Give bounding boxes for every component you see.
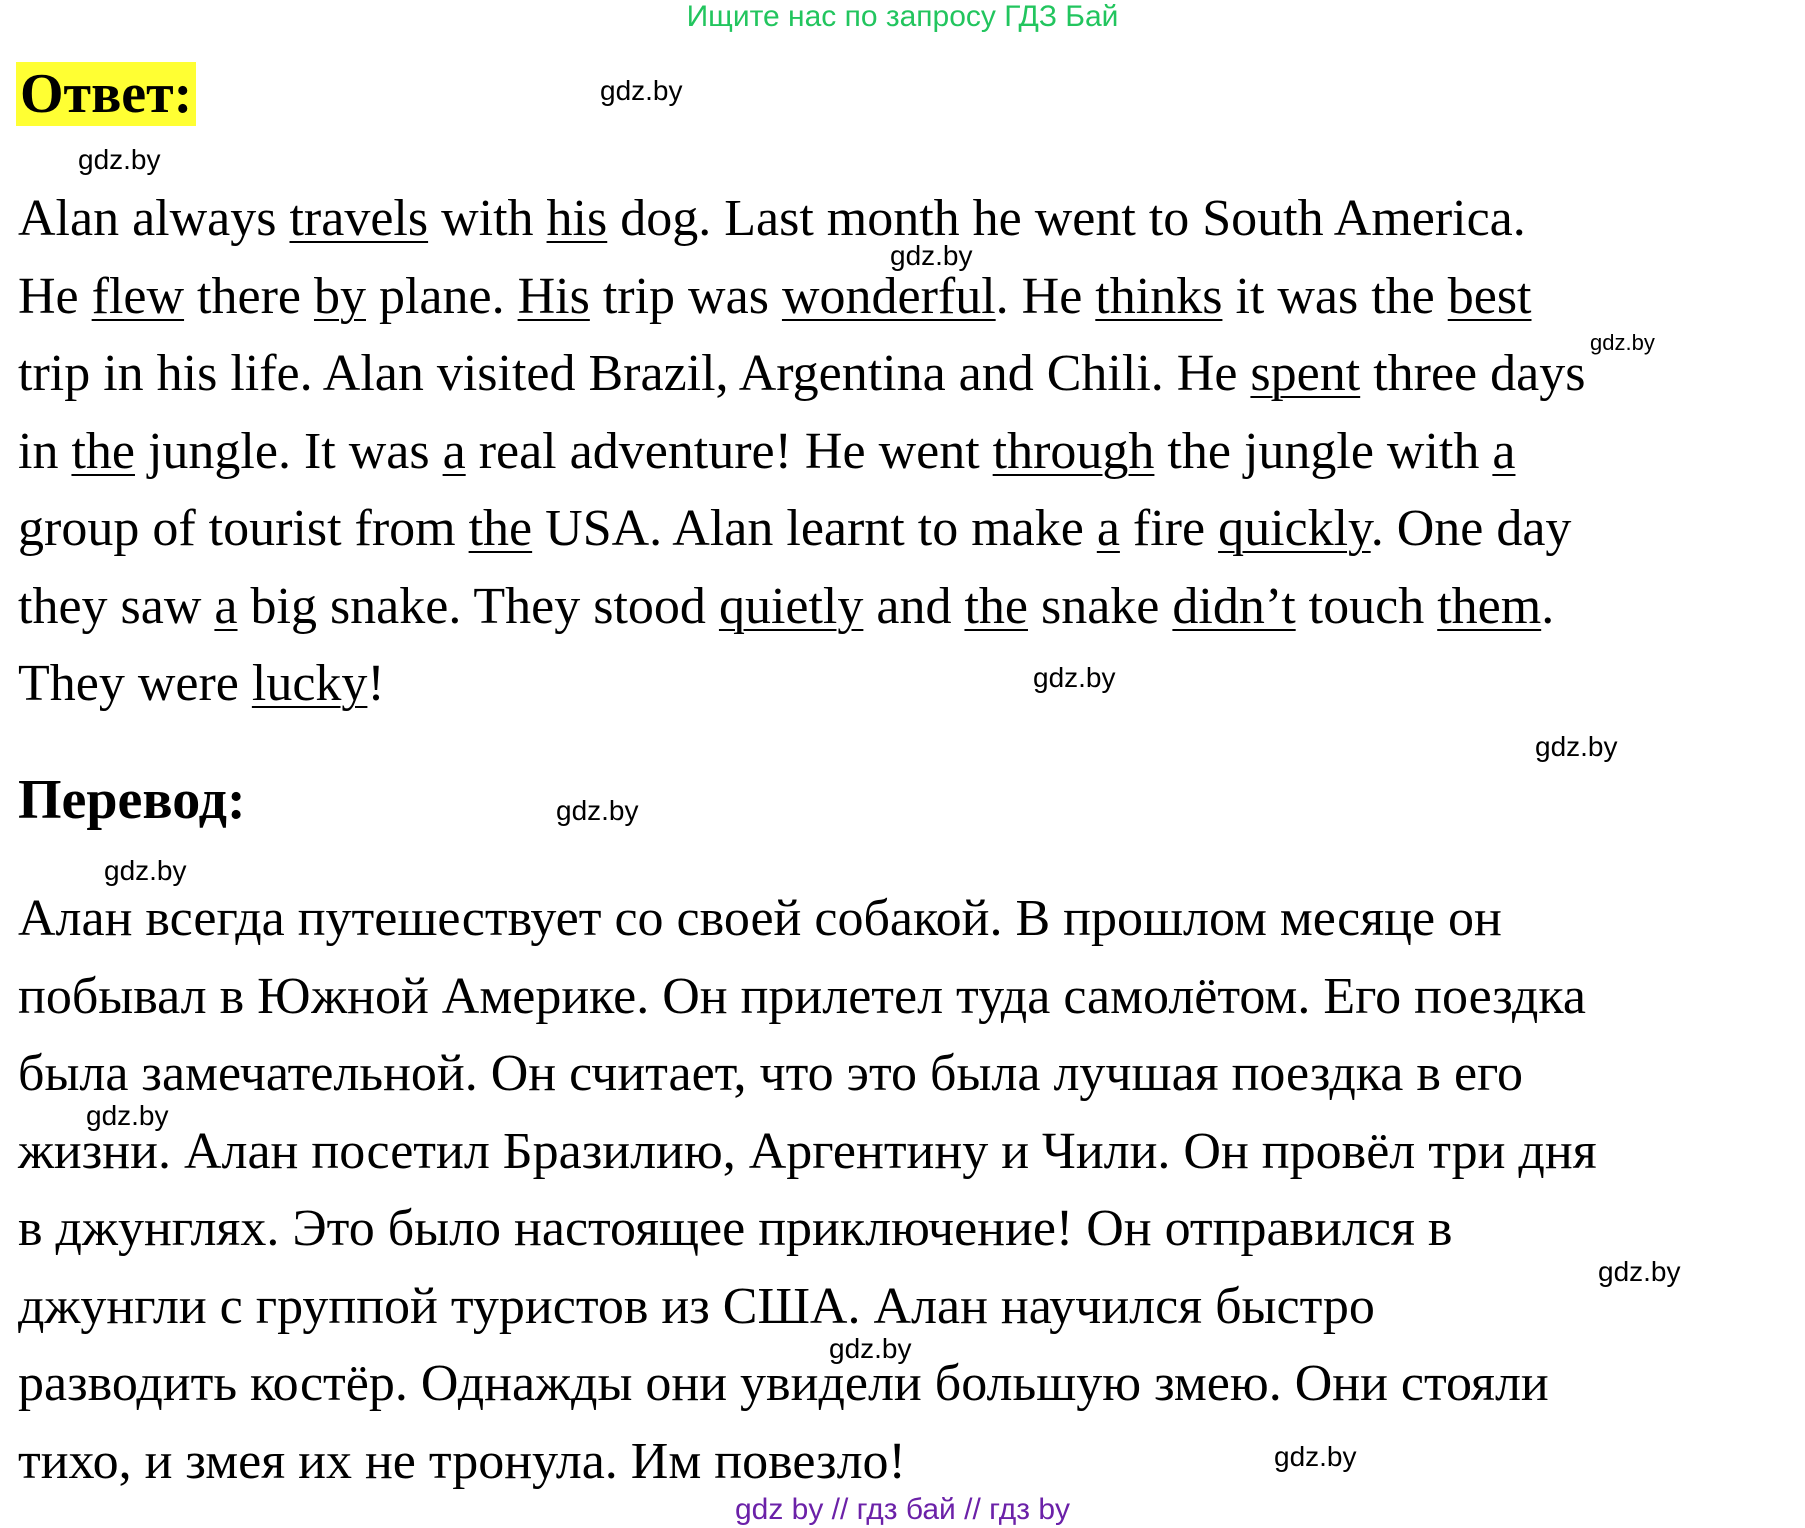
translation-line: Алан всегда путешествует со своей собакой. В прошлом месяце он (18, 890, 1502, 947)
answer-filled-word: quietly (718, 577, 864, 635)
answer-heading: Ответ: (16, 62, 196, 126)
watermark: gdz.by (78, 144, 161, 175)
answer-filled-word: best (1447, 267, 1532, 325)
answer-text: jungle. It was (134, 422, 443, 480)
answer-text: trip was (589, 267, 782, 325)
answer-line (18, 413, 1798, 491)
answer-text: it was the (1222, 267, 1448, 325)
answer-filled-word: quickly (1218, 500, 1371, 557)
answer-text: He (18, 267, 92, 325)
watermark: gdz.by (1033, 662, 1116, 693)
translation-line: в джунглях. Это было настоящее приключение! Он отправился в (18, 1200, 1453, 1257)
answer-text: and (863, 577, 965, 635)
watermark: gdz.by (86, 1100, 169, 1131)
answer-filled-word: through (992, 422, 1155, 480)
answer-line (18, 335, 1798, 413)
answer-text: . (1541, 577, 1555, 635)
translation-line: жизни. Алан посетил Бразилию, Аргентину и Чили. Он провёл три дня (18, 1122, 1597, 1180)
answer-text: dog. Last month he went to South America. (607, 190, 1526, 247)
translation-line: тихо, и змея их не тронула. Им повезло! (18, 1432, 906, 1490)
translation-heading: Перевод: (18, 769, 246, 831)
watermark: gdz.by (104, 855, 187, 886)
answer-text: with (428, 190, 547, 247)
answer-line (18, 568, 1798, 646)
answer-filled-word: by (313, 267, 366, 325)
answer-text: Alan always (18, 190, 290, 247)
answer-text: ! (367, 655, 385, 712)
answer-text: . One day (1370, 500, 1572, 557)
answer-filled-word: travels (289, 190, 429, 247)
answer-text: in (18, 422, 72, 480)
answer-text: big snake. They stood (237, 577, 719, 635)
answer-text: they saw (18, 577, 215, 635)
answer-filled-word: the (71, 422, 135, 480)
answer-line (18, 645, 1798, 723)
answer-filled-word: thinks (1095, 267, 1223, 325)
answer-text: snake (1027, 577, 1173, 635)
watermark: gdz.by (1590, 330, 1655, 355)
answer-text: there (184, 267, 314, 325)
answer-filled-word: wonderful (781, 267, 996, 325)
answer-filled-word: his (546, 190, 608, 247)
answer-text: touch (1295, 577, 1438, 635)
answer-text: plane. (365, 267, 518, 325)
translation-line: джунгли с группой туристов из США. Алан научился быстро (18, 1277, 1375, 1335)
watermark: gdz.by (829, 1333, 912, 1364)
watermark: gdz.by (1598, 1256, 1681, 1287)
answer-filled-word: a (1096, 500, 1120, 557)
answer-filled-word: them (1437, 577, 1542, 635)
answer-text: real adventure! He went (465, 422, 993, 480)
watermark: gdz.by (1535, 731, 1618, 762)
translation-line: была замечательной. Он считает, что это была лучшая поездка в его (18, 1045, 1524, 1102)
answer-text: the jungle with (1154, 422, 1493, 480)
answer-text: trip in his life. Alan visited Brazil, Argentina and Chili. He (18, 345, 1251, 402)
translation-line: побывал в Южной Америке. Он прилетел туда самолётом. Его поездка (18, 967, 1586, 1025)
answer-filled-word: didn’t (1172, 577, 1296, 635)
answer-filled-word: spent (1250, 345, 1361, 402)
answer-line (18, 490, 1798, 568)
watermark: gdz.by (1274, 1441, 1357, 1472)
answer-text: USA. Alan learnt to make (532, 500, 1097, 557)
watermark: gdz.by (600, 75, 683, 106)
answer-filled-word: lucky (251, 655, 368, 712)
answer-text: They were (18, 655, 252, 712)
translation-line: разводить костёр. Однажды они увидели большую змею. Они стояли (18, 1355, 1549, 1412)
footer-links: gdz by // гдз бай // гдз by (734, 1493, 1071, 1526)
answer-filled-word: the (468, 500, 533, 557)
answer-text: three days (1360, 345, 1586, 402)
answer-text: . He (995, 267, 1096, 325)
answer-filled-word: a (214, 577, 238, 635)
answer-filled-word: a (442, 422, 466, 480)
watermark: gdz.by (890, 240, 973, 271)
answer-text: fire (1119, 500, 1219, 557)
answer-filled-word: flew (91, 267, 185, 325)
top-banner: Ищите нас по запросу ГДЗ Бай (686, 0, 1119, 33)
answer-filled-word: His (517, 267, 590, 325)
translation-paragraph (18, 880, 1798, 1500)
answer-filled-word: a (1492, 422, 1516, 480)
answer-filled-word: the (964, 577, 1028, 635)
answer-text: group of tourist from (18, 500, 469, 557)
watermark: gdz.by (556, 795, 639, 826)
